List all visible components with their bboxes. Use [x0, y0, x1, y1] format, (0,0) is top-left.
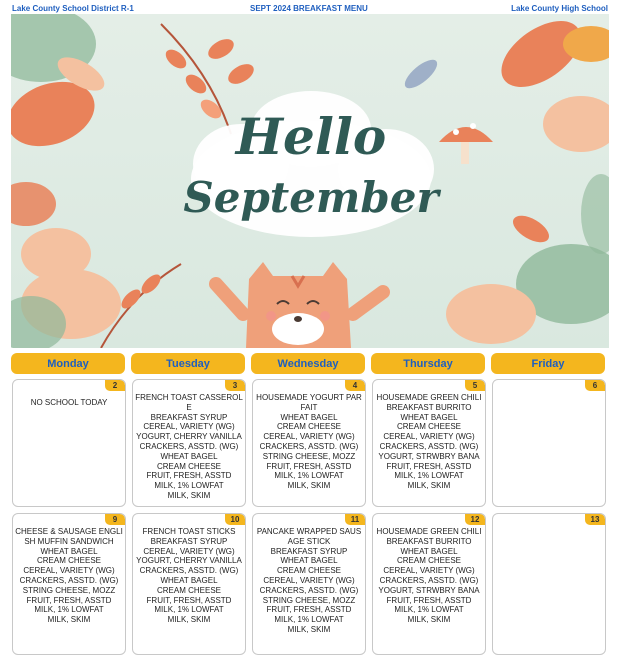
menu-item: BREAKFAST SYRUP [150, 412, 228, 422]
menu-item: WHEAT BAGEL [160, 575, 218, 585]
menu-item: CRACKERS, ASSTD. (WG) [259, 585, 359, 595]
menu-item: NO SCHOOL TODAY [30, 398, 108, 407]
cat-illustration [216, 262, 383, 348]
menu-day-cell [492, 513, 606, 655]
menu-item: STRING CHEESE, MOZZ [22, 585, 116, 595]
menu-item: YOGURT, STRWBRY BANA [378, 585, 480, 595]
banner-title-september: September [183, 173, 439, 222]
menu-items [135, 393, 243, 501]
menu-items [255, 527, 363, 635]
menu-items [255, 393, 363, 491]
menu-item: CREAM CHEESE [156, 461, 221, 471]
menu-items [15, 527, 123, 625]
day-header-thursday: Thursday [371, 353, 485, 374]
menu-item: CREAM CHEESE [396, 556, 461, 566]
date-badge: 6 [585, 380, 605, 391]
menu-item: CEREAL, VARIETY (WG) [263, 432, 355, 442]
menu-item: MILK, SKIM [287, 624, 331, 634]
menu-item: CEREAL, VARIETY (WG) [143, 546, 235, 556]
menu-item: FRENCH TOAST CASSEROLE [135, 393, 243, 412]
menu-day-cell [252, 513, 366, 655]
menu-items [375, 527, 483, 625]
menu-items [375, 393, 483, 491]
menu-item: FRUIT, FRESH, ASSTD [266, 605, 352, 615]
menu-item: MILK, 1% LOWFAT [154, 481, 224, 491]
menu-item: CRACKERS, ASSTD. (WG) [259, 441, 359, 451]
menu-items [15, 398, 123, 408]
banner-title-hello: Hello [235, 107, 387, 166]
menu-item: YOGURT, CHERRY VANILLA [136, 432, 242, 442]
date-badge: 3 [225, 380, 245, 391]
menu-item: CEREAL, VARIETY (WG) [383, 432, 475, 442]
menu-day-cell [372, 513, 486, 655]
menu-item: MILK, 1% LOWFAT [154, 605, 224, 615]
hello-september-banner [11, 14, 609, 348]
menu-item: CREAM CHEESE [396, 422, 461, 432]
menu-item: WHEAT BAGEL [160, 451, 218, 461]
menu-item: WHEAT BAGEL [280, 412, 338, 422]
menu-item: FRUIT, FRESH, ASSTD [26, 595, 112, 605]
menu-item: WHEAT BAGEL [40, 546, 98, 556]
menu-item: HOUSEMADE GREEN CHILI BREAKFAST BURRITO [376, 527, 482, 546]
menu-item: STRING CHEESE, MOZZ [262, 595, 356, 605]
menu-item: CRACKERS, ASSTD. (WG) [139, 566, 239, 576]
leaf-cluster-bottom-right [446, 174, 609, 344]
menu-item: CHEESE & SAUSAGE ENGLISH MUFFIN SANDWICH [15, 527, 123, 546]
menu-item: WHEAT BAGEL [400, 546, 458, 556]
date-badge: 5 [465, 380, 485, 391]
menu-item: MILK, 1% LOWFAT [394, 471, 464, 481]
day-header-wednesday: Wednesday [251, 353, 365, 374]
menu-item: YOGURT, STRWBRY BANA [378, 451, 480, 461]
date-badge: 12 [465, 514, 485, 525]
date-badge: 13 [585, 514, 605, 525]
date-badge: 10 [225, 514, 245, 525]
menu-item: CRACKERS, ASSTD. (WG) [379, 575, 479, 585]
menu-item: PANCAKE WRAPPED SAUSAGE STICK [256, 527, 362, 546]
menu-item: FRUIT, FRESH, ASSTD [386, 461, 472, 471]
mushroom-icon [439, 123, 493, 164]
menu-day-cell [252, 379, 366, 507]
day-header-monday: Monday [11, 353, 125, 374]
menu-day-cell [12, 513, 126, 655]
menu-item: CREAM CHEESE [156, 585, 221, 595]
day-header-tuesday: Tuesday [131, 353, 245, 374]
menu-item: FRUIT, FRESH, ASSTD [266, 461, 352, 471]
leaf-cluster-top-left [11, 14, 110, 280]
menu-item: HOUSEMADE GREEN CHILI BREAKFAST BURRITO [376, 393, 482, 412]
menu-item: FRUIT, FRESH, ASSTD [146, 471, 232, 481]
school-name: Lake County High School [511, 4, 608, 13]
date-badge: 2 [105, 380, 125, 391]
menu-item: FRENCH TOAST STICKS [142, 527, 236, 536]
menu-item: BREAKFAST SYRUP [270, 546, 348, 556]
date-badge: 11 [345, 514, 365, 525]
menu-item: MILK, 1% LOWFAT [274, 471, 344, 481]
menu-item: BREAKFAST SYRUP [150, 536, 228, 546]
menu-day-cell [132, 379, 246, 507]
menu-item: CEREAL, VARIETY (WG) [143, 422, 235, 432]
leaf-cluster-top-right [401, 14, 609, 152]
day-header-friday: Friday [491, 353, 605, 374]
district-name: Lake County School District R-1 [12, 4, 134, 13]
menu-item: MILK, 1% LOWFAT [274, 615, 344, 625]
menu-item: YOGURT, CHERRY VANILLA [136, 556, 242, 566]
menu-item: CEREAL, VARIETY (WG) [23, 566, 115, 576]
menu-item: MILK, SKIM [167, 490, 211, 500]
date-badge: 9 [105, 514, 125, 525]
menu-item: MILK, SKIM [167, 615, 211, 625]
menu-item: FRUIT, FRESH, ASSTD [146, 595, 232, 605]
menu-item: HOUSEMADE YOGURT PARFAIT [256, 393, 362, 412]
menu-item: CEREAL, VARIETY (WG) [263, 575, 355, 585]
menu-item: STRING CHEESE, MOZZ [262, 451, 356, 461]
menu-item: CREAM CHEESE [36, 556, 101, 566]
menu-item: FRUIT, FRESH, ASSTD [386, 595, 472, 605]
menu-title: SEPT 2024 BREAKFAST MENU [250, 4, 368, 13]
menu-item: MILK, 1% LOWFAT [394, 605, 464, 615]
menu-items [135, 527, 243, 625]
menu-item: MILK, SKIM [407, 615, 451, 625]
menu-item: CEREAL, VARIETY (WG) [383, 566, 475, 576]
menu-item: MILK, 1% LOWFAT [34, 605, 104, 615]
menu-item: CRACKERS, ASSTD. (WG) [19, 575, 119, 585]
menu-item: CREAM CHEESE [276, 566, 341, 576]
leaf-cluster-bottom-left [11, 264, 181, 348]
menu-item: CREAM CHEESE [276, 422, 341, 432]
menu-item: CRACKERS, ASSTD. (WG) [139, 441, 239, 451]
menu-item: MILK, SKIM [47, 615, 91, 625]
menu-day-cell [12, 379, 126, 507]
menu-day-cell [492, 379, 606, 507]
menu-day-cell [132, 513, 246, 655]
menu-item: MILK, SKIM [407, 481, 451, 491]
menu-item: MILK, SKIM [287, 481, 331, 491]
menu-item: CRACKERS, ASSTD. (WG) [379, 441, 479, 451]
date-badge: 4 [345, 380, 365, 391]
menu-item: WHEAT BAGEL [400, 412, 458, 422]
menu-day-cell [372, 379, 486, 507]
menu-item: WHEAT BAGEL [280, 556, 338, 566]
